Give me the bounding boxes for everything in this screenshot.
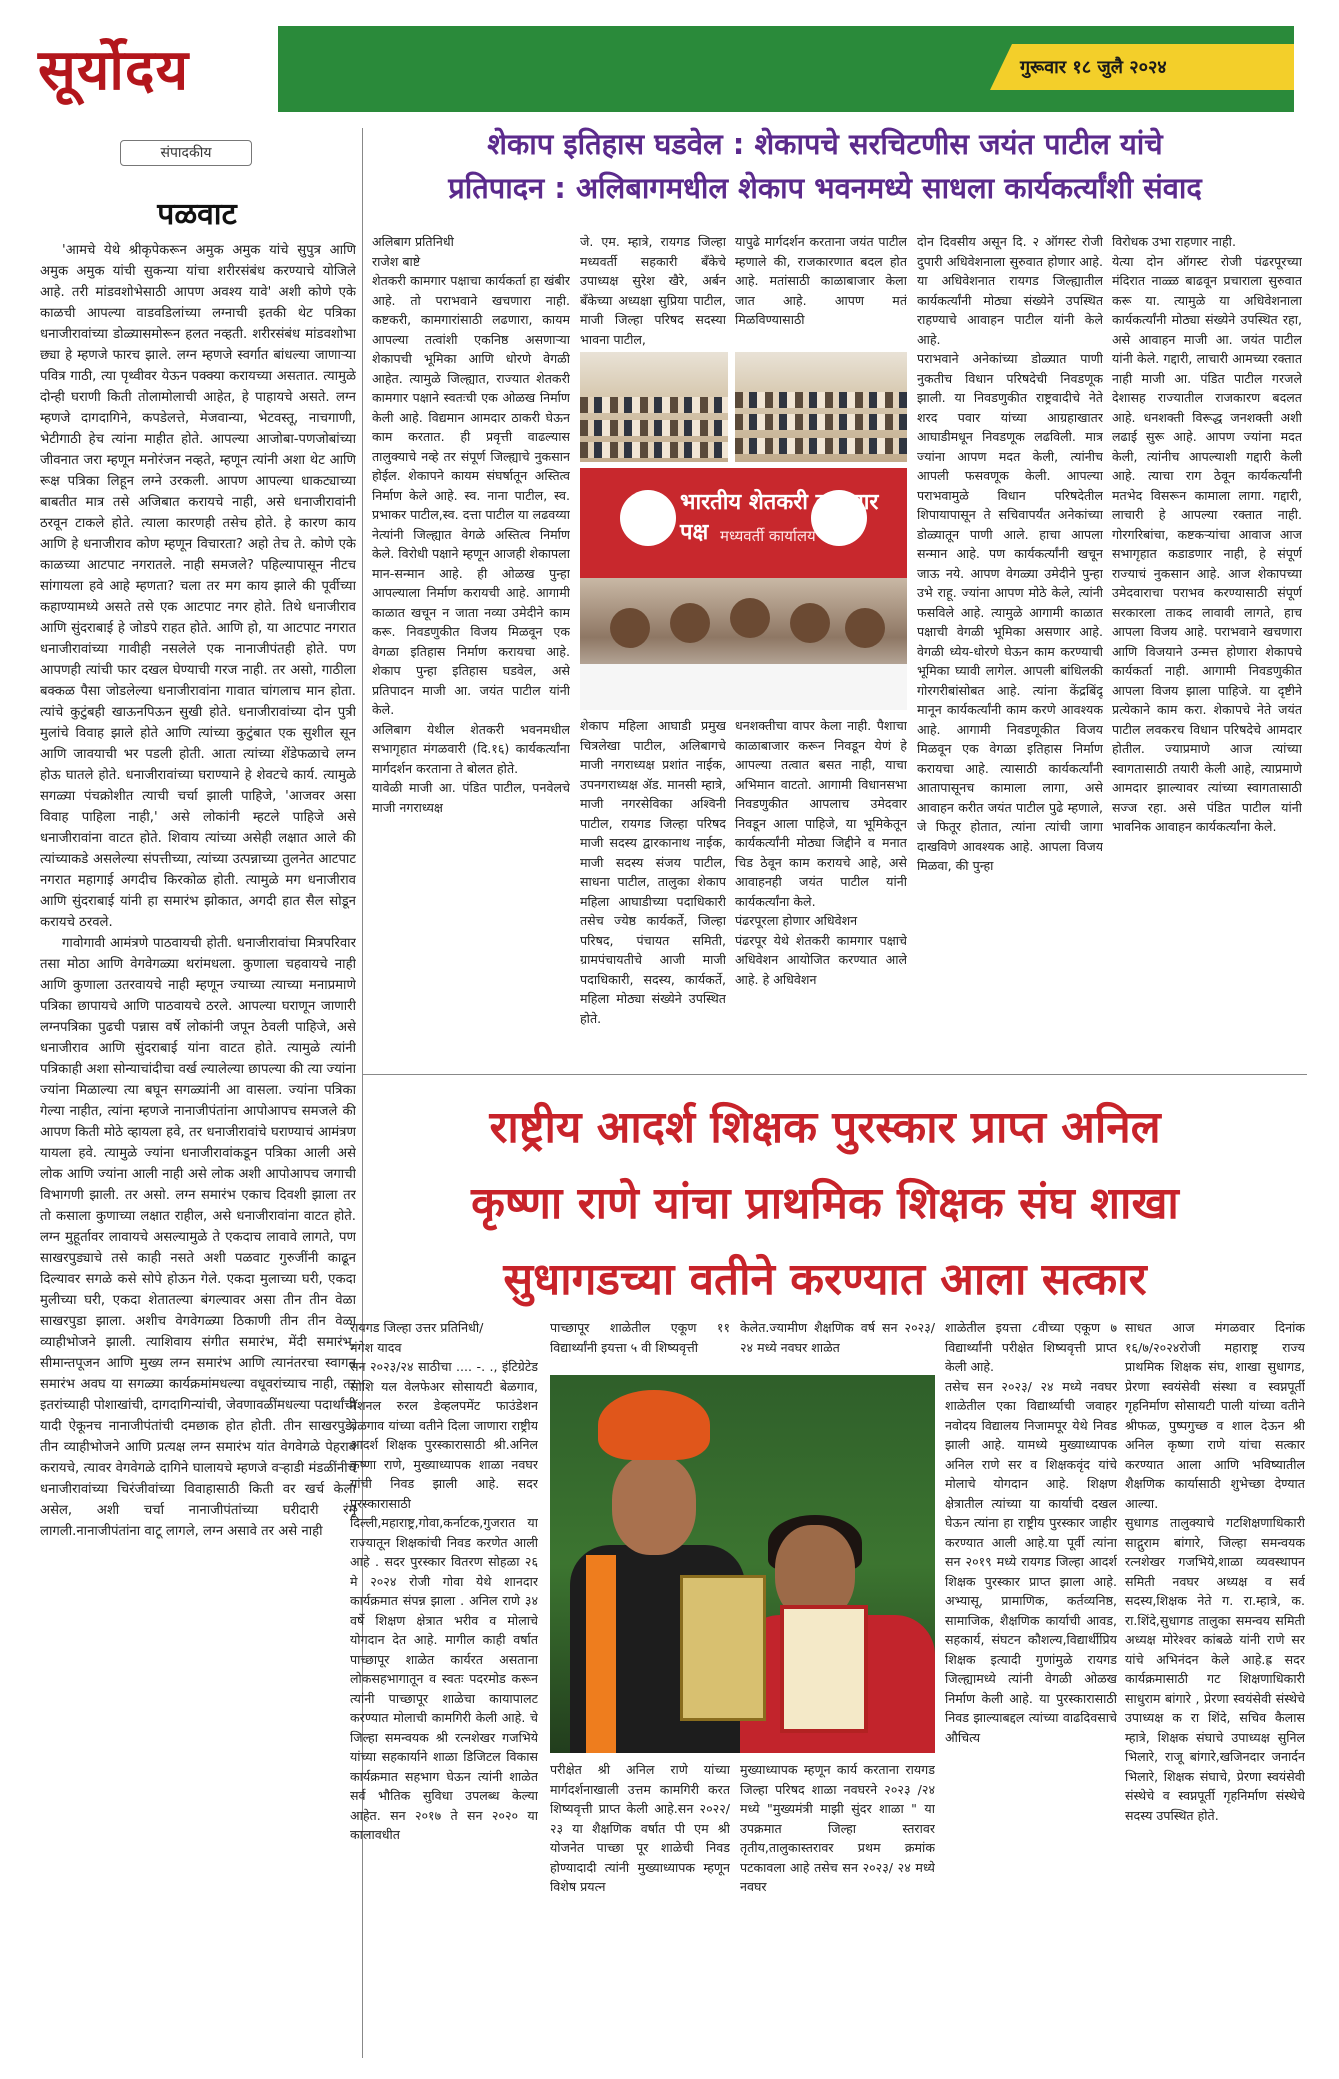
story1-column-2-top: जे. एम. म्हात्रे, रायगड जिल्हा मध्यवर्ती सहकारी बँकेचे उपाध्यक्ष सुरेश खैरे, अर्बन बँकेच्या अध्यक्षा सुप्रिया पाटील, माजी जिल्हा परिषद सदस्या भावना पाटील,	[580, 234, 726, 347]
story1-headline-line: शेकाप इतिहास घडवेल : शेकापचे सरचिटणीस जयंत पाटील यांचे	[487, 127, 1163, 161]
story1-headline-line: प्रतिपादन : अलिबागमधील शेकाप भवनमध्ये साधला कार्यकर्त्यांशी संवाद	[448, 171, 1202, 205]
editorial-paragraph: 'आमचे येथे श्रीकृपेकरून अमुक अमुक यांचे सुपुत्र आणि अमुक अमुक यांची सुकन्या यांचा शरीरसंबंध करण्याचे योजिले आहे. तरी मांडवशोभेसाठी आपण अवश्य यावे' अशी कोणे एके काळची आपल्या वाडवडिलांच्या लग्नाची इतकी थेट पत्रिका धनाजीरावांच्या डोळ्यासमोरून हलत नव्हती. शरीरसंबंध मांडवशोभा छ्या हे म्हणजे फारच झाले. लग्न म्हणजे स्वर्गात बांधल्या जाणाऱ्या पवित्र गाठी, त्या पृथ्वीवर येऊन पक्क्या करायच्या असतात. त्यामुळे दोन्ही घराणी किती तोलामोलाची आहेत, हे पाहायचे असते. लग्न म्हणजे दागदागिने, कपडेलत्ते, मेजवान्या, भेटवस्तू, नाचगाणी, भेटीगाठी हेच त्यांना माहीत होते. आपल्या आजोबा-पणजोबांच्या जीवनात जरा म्हणून मनोरंजन नव्हते, म्हणून त्यांनी अशा थेट आणि रूक्ष पत्रिका लिहून लग्ने उरकली. आपण आपल्या धाकट्याच्या बाबतीत मात्र तसे अजिबात करायचे नाही, असे धनाजीरावांनी ठरवून टाकले होते. त्याला कारणही तसेच होते. हे कारण काय आणि हे धनाजीराव कोण म्हणून विचारता? अहो तेच ते. कोणे एके काळच्या आटपाट नगरातले. नाही समजले? पहिल्यापासून नीटच सांगायला हवे आहे म्हणता? चला तर मग काय झाले की पूर्वीच्या कहाण्यामध्ये असते तसे एक आटपाट नगर होते. तिथे धनाजीराव आणि सुंदराबाई हे जोडपे राहत होते. आणि हो, या आटपाट नगरात धनाजीरावांच्या गावीही नसलेले एक नानाजीपंतही होते. पण आपणही त्यांची फार दखल घेण्याची गरज नाही. तर असो, गाठीला बक्कळ पैसा जोडलेल्या धनाजीरावांना गावात चांगलाच मान होता. त्यांचे कुटुंबही खाऊनपिऊन सुखी होते. धनाजीरावांच्या दोन पुत्री मुलांचे विवाह झाले होते आणि त्यांच्या कुटुंबात एक सुशील सून आणि जावयाची भर पडली होती. आता त्यांच्या शेंडेफळाचे लग्न होऊ घातले होते. धनाजीरावांच्या घराण्याने हे शेवटचे कार्य. त्यामुळे सगळ्या पंचक्रोशीत त्याची चर्चा झाली पाहिजे, 'आजवर असा विवाह पाहिला नाही,' असे लोकांनी म्हटले पाहिजे असे धनाजीरावांना वाटत होते. शिवाय त्यांच्या असेही लक्षात आले की त्यांच्याकडे असलेल्या संपत्तीच्या, त्यांच्या उत्पन्नाच्या तुलनेत आटपाट नगरात महागाई अगदीच किरकोळ होती. त्यामुळे मग धनाजीराव आणि सुंदराबाई यांनी हा समारंभ झोकात, अगदी हात सैल सोडून करायचे ठरवले.	[40, 243, 356, 930]
story2-headline-line: राष्ट्रीय आदर्श शिक्षक पुरस्कार प्राप्त अनिल	[489, 1102, 1161, 1153]
masthead	[0, 0, 1339, 122]
banner-title: भारतीय शेतकरी कामगार पक्ष	[680, 490, 879, 545]
story2-headline-line: सुधागडच्या वतीने करण्यात आला सत्कार	[503, 1254, 1147, 1305]
story1-headline	[345, 122, 1305, 210]
story2-column-2-bottom: परीक्षेत श्री अनिल राणे यांच्या मार्गदर्शनाखाली उत्तम कामगिरी करत शिष्यवृत्ती प्राप्त केली आहे.सन २०२२/ २३ या शैक्षणिक वर्षात पी एम श्री योजनेत पाच्छा पूर शाळेची निवड होण्यादादी त्यांनी मुख्याध्यापक म्हणून विशेष प्रयत्न	[550, 1762, 730, 1894]
story2-column-3-top: केलेत.ज्यामीण शैक्षणिक वर्ष सन २०२३/ २४ मध्ये नवघर शाळेत	[740, 1320, 935, 1355]
award-certificate	[780, 1605, 868, 1733]
story1-column-5: विरोधक उभा राहणार नाही. येत्या दोन ऑगस्ट रोजी पंढरपूरच्या मंदिरात नाळ्ळ बाढवून प्रचाराला सुरुवात करू या. त्यामुळे या अधिवेशनाला कार्यकर्त्यांनी मोठ्या संख्येने उपस्थित रहा, असे आवाहन माजी आ. जयंत पाटील यांनी केले. गद्दारी, लाचारी आमच्या रक्तात नाही माजी आ. पंडित पाटील गरजले देशासह राज्यातील राजकारण बदलत आहे. धनशक्ती विरूद्ध जनशक्ती अशी लढाई सुरू आहे. आपण ज्यांना मदत केली, त्यांनीच आपल्याशी गद्दारी केली आहे. त्याचा राग ठेवून कार्यकर्त्यांनी मतभेद विसरून कामाला लागा. गद्दारी, लाचारी हे आपल्या रक्तात नाही. गोरगरिबांचा, कष्टकऱ्यांचा आवाज आज सभागृहात कडाडणार नाही, हे संपूर्ण राज्याचं नुकसान आहे. आज शेकापच्या उमेदवाराचा पराभव करण्यासाठी संपूर्ण सरकारला ताकद लावावी लागते, हाच आपला विजय आहे. पराभवाने खचणारा आणि विजयाने उन्मत्त होणारा शेकापचे कार्यकर्ता नाही. आगामी निवडणुकीत आपला विजय झाला पाहिजे. या दृष्टीने प्रत्येकाने काम करा. शेकापचे नेते जयंत पाटील लवकरच विधान परिषदेचे आमदार होतील. ज्याप्रमाणे आज त्यांच्या स्वागतासाठी तयारी केली आहे, त्याप्रमाणे आमदार झाल्यावर त्यांच्या स्वागतासाठी सज्ज रहा. असे पंडित पाटील यांनी भावनिक आवाहन कार्यकर्त्यांना केले.	[1112, 234, 1302, 834]
story2-column-5: साधत आज मंगळवार दिनांक १६/७/२०२४रोजी महाराष्ट्र राज्य प्राथमिक शिक्षक संघ, शाखा सुधागड, प्रेरणा स्वयंसेवी संस्था व स्वप्नपूर्ती गृहनिर्माण सोसायटी पाली यांच्या वतीने श्रीफळ, पुष्पगुच्छ व शाल देऊन श्री अनिल कृष्णा राणे यांचा सत्कार करण्यात आला आणि भविष्यातील शैक्षणिक कार्यासाठी शुभेच्छा देण्यात आल्या. सुधागड तालुक्याचे गटशिक्षणाधिकारी साद्गुराम बांगारे, जिल्हा समन्वयक रत्नशेखर गजभिये,शाळा व्यवस्थापन समिती नवघर अध्यक्ष व सर्व सदस्य,शिक्षक नेते ग. रा.म्हात्रे, क. रा.शिंदे,सुधागड तालुका समन्वय समिती अध्यक्ष मोरेश्वर कांबळे यांनी राणे सर यांचे अभिनंदन केले आहे.ह्र सदर कार्यक्रमासाठी गट शिक्षणाधिकारी साधुराम बांगारे , प्रेरणा स्वयंसेवी संस्थेचे उपाध्यक्ष क रा शिंदे, सचिव कैलास म्हात्रे, शिक्षक संघाचे उपाध्यक्ष सुनिल भिलारे, राजू बांगारे,खजिनदार जनार्दन भिलारे, शिक्षक संघाचे, प्रेरणा स्वयंसेवी संस्थेचे व स्वप्नपूर्ती गृहनिर्माण संस्थेचे सदस्य उपस्थित होते.	[1125, 1320, 1305, 1823]
story1-column-3-top: यापुढे मार्गदर्शन करताना जयंत पाटील म्हणाले की, राजकारणात बदल होत आहे. मतांसाठी काळाबाजार केला जात आहे. आपण मतं मिळविण्यासाठी	[735, 234, 907, 327]
story1-column-2-bottom: शेकाप महिला आघाडी प्रमुख चित्रलेखा पाटील, अलिबागचे माजी नगराध्यक्ष प्रशांत नाईक, उपनगराध्यक्ष ॲड. मानसी म्हात्रे, माजी नगरसेविका अश्विनी पाटील, रायगड जिल्हा परिषद माजी सदस्य द्वारकानाथ नाईक, माजी सदस्य संजय पाटील, साधना पाटील, तालुका शेकाप महिला आघाडीच्या पदाधिकारी तसेच ज्येष्ठ कार्यकर्ते, जिल्हा परिषद, पंचायत समिती, ग्रामपंचायतीचे आजी माजी पदाधिकारी, सदस्य, कार्यकर्ते, महिला मोठ्या संख्येने उपस्थित होते.	[580, 718, 726, 1026]
editorial-column	[36, 130, 358, 2060]
newspaper-logo: सूर्योदय	[38, 37, 190, 103]
story2-column-3-bottom: मुख्याध्यापक म्हणून कार्य करताना रायगड जिल्हा परिषद शाळा नवघरने २०२३ /२४ मध्ये "मुख्यमंत्री माझी सुंदर शाळा " या उपक्रमात जिल्हा स्तरावर तृतीय,तालुकास्तरावर प्रथम क्रमांक पटकावला आहे तसेच सन २०२३/ २४ मध्ये नवघर	[740, 1762, 935, 1894]
story2-column-4: शाळेतील इयत्ता ८वीच्या एकूण ७ विद्यार्थ्यांनी परीक्षेत शिष्यवृत्ती प्राप्त केली आहे. तसेच सन २०२३/ २४ मध्ये नवघर शाळेतील एका विद्यार्थ्याची जवाहर नवोदय विद्यालय निजामपूर येथे निवड झाली आहे. यामध्ये मुख्याध्यापक अनिल राणे सर व शिक्षकवृंद यांचे मोलाचे योगदान आहे. शिक्षण क्षेत्रातील त्यांच्या या कार्याची दखल घेऊन त्यांना हा राष्ट्रीय पुरस्कार जाहीर करण्यात आली आहे.या पूर्वी त्यांना सन २०१९ मध्ये रायगड जिल्हा आदर्श शिक्षक पुरस्कार प्राप्त झाला आहे. अभ्यासू, प्रामाणिक, कर्तव्यनिष्ठ, सामाजिक, शैक्षणिक कार्याची आवड, सहकार्य, संघटन कौशल्य,विद्यार्थीप्रिय शिक्षक इत्यादी गुणांमुळे रायगड जिल्ह्यामध्ये त्यांनी वेगळी ओळख निर्माण केली आहे. या पुरस्कारासाठी निवड झाल्याबद्दल त्यांच्या वाढदिवसाचे औचित्य	[945, 1320, 1117, 1745]
story2-headline	[345, 1090, 1305, 1318]
story2-headline-line: कृष्णा राणे यांचा प्राथमिक शिक्षक संघ शाखा	[471, 1178, 1179, 1229]
story2-column-2-top: पाच्छापूर शाळेतील एकूण ११ विद्यार्थ्यांनी इयत्ता ५ वी शिष्यवृत्ती	[550, 1320, 730, 1355]
story1-column-3-bottom: धनशक्तीचा वापर केला नाही. पैशाचा काळाबाजार करून निवडून येणं हे आपल्या तत्वात बसत नाही, याचा अभिमान वाटतो. आगामी विधानसभा निवडणुकीत आपलाच उमेदवार निवडून आला पाहिजे, या भूमिकेतून कार्यकर्त्यांनी मोठ्या जिद्दीने व मनात चिड ठेवून काम करायचे आहे, असे आवाहनही जयंत पाटील यांनी कार्यकर्त्यांना केले. पंढरपूरला होणार अधिवेशन पंढरपूर येथे शेतकरी कामगार पक्षाचे अधिवेशन आयोजित करण्यात आले आहे. हे अधिवेशन	[735, 718, 907, 987]
award-trophy	[680, 1575, 766, 1721]
award-felicitation-photo	[550, 1375, 935, 1753]
editorial-title: पळवाट	[157, 197, 237, 232]
issue-date: गुरूवार १८ जुलै २०२४	[1020, 57, 1167, 78]
editorial-paragraph: गावोगावी आमंत्रणे पाठवायची होती. धनाजीरावांचा मित्रपरिवार तसा मोठा आणि वेगवेगळ्या थरांमधला. कुणाला चहवायचे नाही आणि कुणाला उतरवायचे नाही म्हणून ज्याच्या त्याच्या मनाप्रमाणे पत्रिका छापायचे आणि पाठवायचे ठरले. आपल्या घराणून जाणारी लग्नपत्रिका पुढची पन्नास वर्षे लोकांनी जपून ठेवली पाहिजे, असे धनाजीराव आणि सुंदराबाई यांना वाटत होते. त्यामुळे त्यांनी पत्रिकाही अशा सोन्याचांदीचा वर्ख ल्यालेल्या छापल्या की त्या ज्यांना ज्यांना मिळाल्या त्या बघून सगळ्यांनी आ वासला. ज्यांना पत्रिका गेल्या नाहीत, त्यांना म्हणजे नानाजीपंतांना आपोआपच समजले की आपण किती मोठे व्हायला हवे, तर धनाजीरावांचे घराण्याचं आमंत्रण यायला हवे. त्यामुळे ज्यांना धनाजीरावांकडून पत्रिका आली असे लोक आणि ज्यांना आली नाही असे लोक अशी आपोआपच जगाची विभागणी झाली. तर असो. लग्न समारंभ एकाच दिवशी झाला तर तो कसाला कुणाच्या लक्षात राहील, असे धनाजीरावांना वाटत होते. लग्न मुहूर्तावर लावायचे असल्यामुळे ते एकदाच लावावे लागते, पण साखरपुड्याचे तसे काही नसते अशी पळवाट गुरुजींनी काढून दिल्यावर सगळे कसे सोपे होऊन गेले. एकदा मुलाच्या घरी, एकदा मुलीच्या घरी, एकदा शेतातल्या बंगल्यावर असा तीन तीन वेळा साखरपुडा झाला. अशीच वेगवेगळ्या ठिकाणी तीन तीन वेळा व्याहीभोजने झाली. त्याशिवाय संगीत समारंभ, मेंदी समारंभ, सीमान्तपूजन आणि मुख्य लग्न समारंभ आणि त्यानंतरचा स्वागत समारंभ अवघ या सगळ्या कार्यक्रमांमधल्या वधूवरांच्याच नाही, तर इतरांच्याही पोशाखांची, दागदागिन्यांची, जेवणावळींमधल्या पदार्थांची यादी ऐकूनच नानाजीपंतांची दमछाक होत होती. तीन साखरपुडे, तीन व्याहीभोजने आणि प्रत्यक्ष लग्न समारंभ यांत वेगवेगळे पेहराव करायचे, त्यावर वेगवेगळे दागिने घालायचे म्हणजे वऱ्हाडी मंडळींनीच धनाजीरावांच्या चिरंजीवांच्या विवाहासाठी किती वर खर्च केला असेल, अशी चर्चा नानाजीपंतांच्या घरीदारी रंगू लागली.नानाजीपंतांना वाटू लागले, लग्न असावे तर असे नाही	[40, 936, 356, 1539]
party-emblem-icon	[620, 490, 676, 546]
meeting-audience-photo	[735, 352, 907, 462]
editorial-body	[40, 240, 356, 2060]
banner-subtitle: मध्यवर्ती कार्यालय	[720, 527, 816, 545]
editorial-label: संपादकीय	[120, 140, 252, 166]
story1-column-1: अलिबाग प्रतिनिधी राजेश बाष्टे शेतकरी कामगार पक्षाचा कार्यकर्ता हा खंबीर आहे. तो पराभवाने खचणारा नाही. कष्टकरी, कामगारांसाठी लढणारा, कायम आपल्या तत्वांशी एकनिष्ठ असणाऱ्या शेकापची भूमिका आणि धोरणे वेगळी आहेत. त्यामुळे जिल्ह्यात, राज्यात शेतकरी कामगार पक्षाने स्वतःची एक ओळख निर्माण केली आहे. विद्यमान आमदार ठाकरी घेऊन काम करतात. ही प्रवृत्ती वाढल्यास तालुक्याचे नव्हे तर संपूर्ण जिल्ह्याचे नुकसान होईल. शेकापने कायम संघर्षातून अस्तित्व निर्माण केले आहे. स्व. नाना पाटील, स्व. प्रभाकर पाटील,स्व. दत्ता पाटील या लढवय्या नेत्यांनी जिल्ह्यात वेगळे अस्तित्व निर्माण केले. विरोधी पक्षाने म्हणून आजही शेकापला मान-सन्मान आहे. ही ओळख पुन्हा आपल्याला निर्माण करायची आहे. आगामी काळात खचून न जाता नव्या उमेदीने काम करू. निवडणुकीत विजय मिळवून एक वेगळा इतिहास निर्माण करायचा आहे. शेकाप पुन्हा इतिहास घडवेल, असे प्रतिपादन माजी आ. जयंत पाटील यांनी केले. अलिबाग येथील शेतकरी भवनमधील सभागृहात मंगळवारी (दि.१६) कार्यकर्त्यांना मार्गदर्शन करताना ते बोलत होते. यावेळी माजी आ. पंडित पाटील, पनवेलचे माजी नगराध्यक्ष	[372, 234, 570, 815]
story1-column-4: दोन दिवसीय असून दि. २ ऑगस्ट रोजी दुपारी अधिवेशनाला सुरुवात होणार आहे. या अधिवेशनात रायगड जिल्ह्यातील कार्यकर्त्यांनी मोठ्या संख्येने उपस्थित राहण्याचे आवाहन पाटील यांनी केले आहे. पराभवाने अनेकांच्या डोळ्यात पाणी नुकतीच विधान परिषदेची निवडणूक झाली. या निवडणुकीत राष्ट्रवादीचे नेते शरद पवार यांच्या आग्रहाखातर आघाडीमधून निवडणूक लढविली. मात्र ज्यांना आपण मदत केली, त्यांनीच आपली फसवणूक केली. आपल्या पराभवामुळे विधान परिषदेतील शिपायापासून ते सचिवापर्यंत अनेकांच्या डोळ्यातून पाणी आले. हाचा आपला सन्मान आहे. पण कार्यकर्त्यांनी खचून जाऊ नये. आपण वेगळ्या उमेदीने पुन्हा उभे राहू. ज्यांना आपण मोठे केले, त्यांनी फसविले आहे. त्यामुळे आगामी काळात पक्षाची वेगळी भूमिका असणार आहे. वेगळी ध्येय-धोरणे घेऊन काम करण्याची भूमिका घ्यावी लागेल. आपली बांधिलकी गोरगरीबांसोबत आहे. त्यांना केंद्रबिंदू मानून कार्यकर्त्यांनी काम करणे आवश्यक आहे. आगामी निवडणूकीत विजय मिळवून एक वेगळा इतिहास निर्माण करायचा आहे. त्यासाठी कार्यकर्त्यांनी आतापासूनच कामाला लागा, असे आवाहन करीत जयंत पाटील पुढे म्हणाले, जे फितूर होतात, त्यांना त्यांची जागा दाखविणे आवश्यक आहे. आपला विजय मिळवा, की पुन्हा	[917, 234, 1103, 873]
story2-column-1: रायगड जिल्हा उत्तर प्रतिनिधी/ मंगेश यादव सन २०२३/२४ साठीचा .... -. ., इंटिग्रेटेड सोशि यल वेलफेअर सोसायटी बेळगाव, नॅशनल रुरल डेव्हलपमेंट फाउंडेशन बेळगाव यांच्या वतीने दिला जाणारा राष्ट्रीय आदर्श शिक्षक पुरस्कारासाठी श्री.अनिल कृष्णा राणे, मुख्याध्यापक शाळा नवघर यांची निवड झाली आहे. सदर पुरस्कारासाठी दिल्ली,महाराष्ट्र,गोवा,कर्नाटक,गुजरात या राज्यातून शिक्षकांची निवड करणेत आली आहे . सदर पुरस्कार वितरण सोहळा २६ मे २०२४ रोजी गोवा येथे शानदार कार्यक्रमात संपन्न झाला . अनिल राणे ३४ वर्षे शिक्षण क्षेत्रात भरीव व मोलाचे योगदान देत आहे. मागील काही वर्षात पाच्छापूर शाळेत कार्यरत असताना लोकसहभागातून व स्वतः पदरमोड करून त्यांनी पाच्छापूर शाळेचा कायापालट करण्यात मोलाची कामगिरी केली आहे. चे जिल्हा समन्वयक श्री रत्नशेखर गजभिये यांच्या सहकार्याने शाळा डिजिटल विकास कार्यक्रमात सहभाग घेऊन त्यांनी शाळेत सर्व भौतिक सुविधा उपलब्ध केल्या आहेत. सन २०१७ ते सन २०२० या कालावधीत	[350, 1320, 538, 1842]
story-separator	[362, 1074, 1307, 1075]
meeting-audience-photo	[580, 352, 728, 462]
party-office-stage-photo	[580, 468, 907, 710]
